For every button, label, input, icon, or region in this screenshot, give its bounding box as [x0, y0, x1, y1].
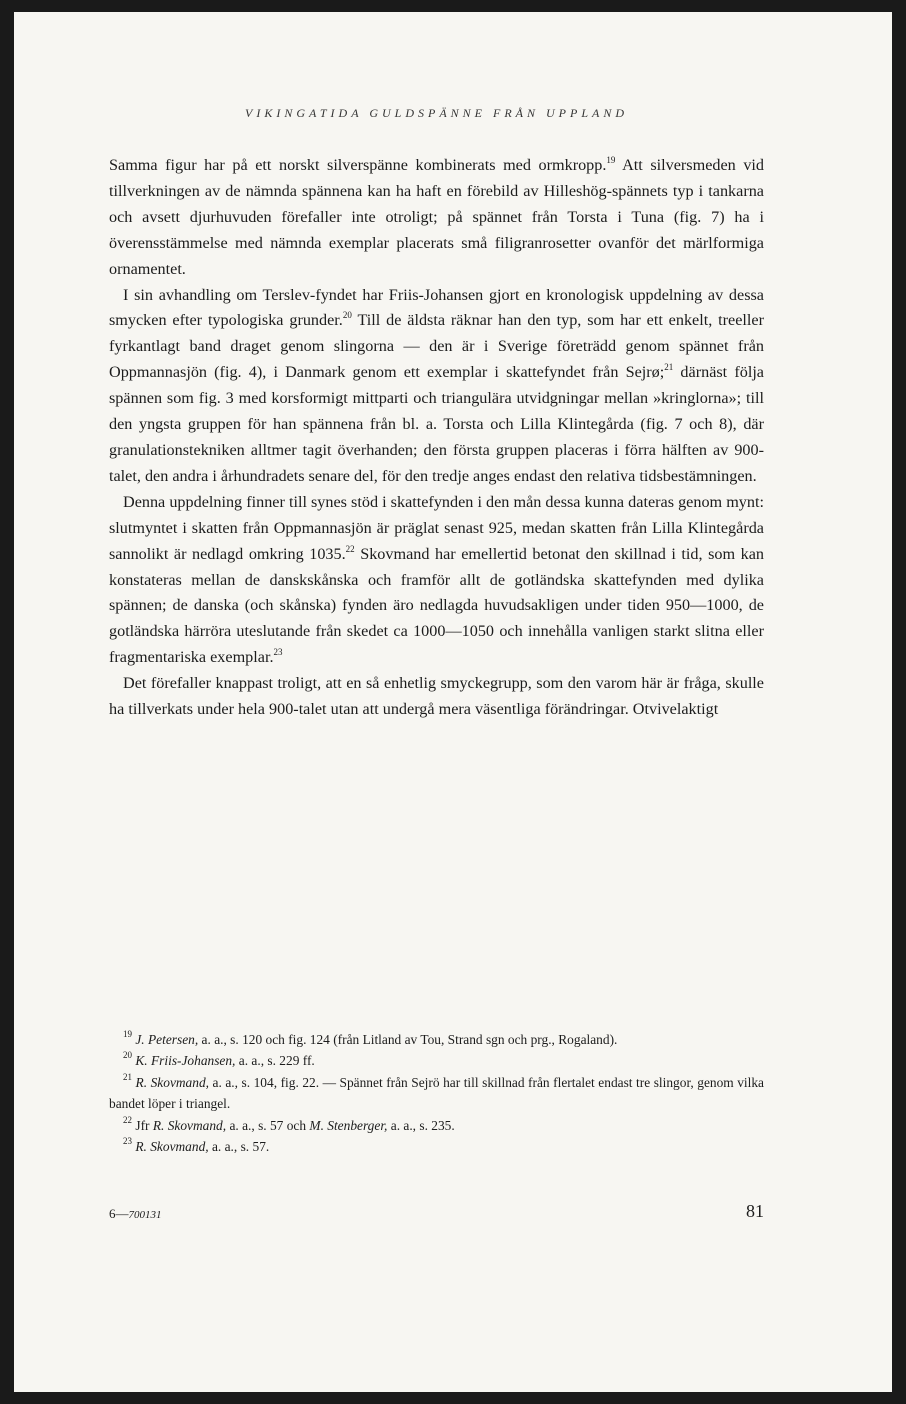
paragraph-text: Denna uppdelning finner till synes stöd i skattefynden i den mån dessa kunna dateras genom mynt: slutmyntet i skatten från Oppmannasjön är präglat senast 925, medan skatten från Lilla Klintegårda sannolikt är nedlagd omkring 1035. — [109, 492, 764, 563]
footnote-23 — [109, 1136, 764, 1157]
page-number: 81 — [746, 1201, 764, 1221]
paragraph-3 — [109, 490, 764, 671]
footnote-text: a. a., s. 229 ff. — [235, 1053, 315, 1069]
footnote-19 — [109, 1029, 764, 1050]
footnote-21 — [109, 1072, 764, 1115]
paragraph-text: Det förefaller knappast troligt, att en så enhetlig smyckegrupp, som den varom här är fråga, skulle ha tillverkats under hela 900-talet utan att undergå mera väsentliga förändringar. Otvivelaktigt — [109, 674, 764, 719]
paragraph-text: Att silversmeden vid tillverkningen av de nämnda spännena kan ha haft en förebild av Hilleshög-spännets typ i tankarna och avsett djurhuvuden förefaller inte otroligt; på spännet från Torsta i Tuna (fig. 7) ha i överensstämmelse med nämnda exemplar placerats små filigranrosetter ovanför det märlformiga ornamentet. — [109, 156, 765, 278]
footnote-text: a. a., s. 104, fig. 22. — Spännet från Sejrö har till skillnad från flertalet endast tre slingor, genom vilka bandet löper i triangel. — [109, 1074, 764, 1112]
footnote-author: J. Petersen, — [135, 1032, 199, 1047]
footnote-ref[interactable]: 22 — [345, 543, 355, 554]
paragraph-text: Till de äldsta räknar han den typ, som har ett enkelt, treeller fyrkantlagt band draget genom slingorna — den är i Sverige företrädd genom spännet från Oppmannasjön (fig. 4), i Danmark genom ett exemplar i skattefyndet från Sejrø; — [109, 311, 764, 382]
paragraph-1 — [109, 153, 764, 283]
paragraph-text: därnäst följa spännen som fig. 3 med korsformigt mittparti och triangulära utvidgningar mellan »kringlorna»; till den yngsta gruppen för han spännena från bl. a. Torsta och Lilla Klintegårda (fig. 7 och 8), där granulationstekniken alltmer tagit överhanden; den första gruppen placeras i förra hälften av 900-talet, den andra i århundradets senare del, för den tredje anges endast den relativa tidsbestämningen. — [109, 363, 764, 485]
paragraph-text: Skovmand har emellertid betonat den skillnad i tid, som kan konstateras mellan de danskskånska och framför allt de gotländska skattefynden med dylika spännen; de danska (och skånska) fynden äro nedlagda huvudsakligen under tiden 950—1000, de gotländska härröra uteslutande från skedet ca 1000—1050 och innehålla vanligen starkt slitna eller fragmentariska exemplar. — [109, 544, 764, 667]
footnote-author: R. Skovmand, — [152, 1117, 227, 1133]
footnote-text: a. a., s. 235. — [387, 1117, 455, 1133]
footnote-number: 19 — [123, 1029, 132, 1039]
footnote-author: M. Stenberger, — [309, 1117, 388, 1133]
footnote-22 — [109, 1115, 764, 1136]
footnote-number: 23 — [123, 1136, 132, 1147]
footnote-text: a. a., s. 57 och — [226, 1117, 310, 1133]
body-text — [109, 153, 764, 723]
footnote-ref[interactable]: 21 — [664, 362, 674, 373]
document-page — [14, 12, 892, 1392]
signature-number: 700131 — [128, 1209, 162, 1221]
footnote-text: a. a., s. 57. — [208, 1139, 270, 1155]
footnote-number: 22 — [123, 1114, 132, 1125]
paragraph-4 — [109, 671, 764, 723]
footnotes — [109, 1029, 764, 1157]
signature-prefix: 6— — [109, 1206, 129, 1221]
footnote-ref[interactable]: 23 — [273, 647, 283, 658]
footnote-number: 20 — [123, 1050, 132, 1061]
footnote-text: a. a., s. 120 och fig. 124 (från Litland av Tou, Strand sgn och prg., Rogaland). — [198, 1032, 618, 1047]
footnote-author: K. Friis-Johansen, — [135, 1053, 236, 1069]
footnote-author: R. Skovmand, — [135, 1139, 209, 1155]
footnote-ref[interactable]: 19 — [606, 155, 616, 165]
running-head: VIKINGATIDA GULDSPÄNNE FRÅN UPPLAND — [245, 106, 628, 120]
footnote-number: 21 — [123, 1071, 132, 1082]
footnote-ref[interactable]: 20 — [342, 310, 352, 321]
printer-signature — [109, 1206, 162, 1222]
paragraph-text: I sin avhandling om Terslev-fyndet har Friis-Johansen gjort en kronologisk uppdelning av dessa smycken efter typologiska grunder. — [109, 285, 764, 330]
footnote-text: Jfr — [135, 1117, 153, 1133]
paragraph-2 — [109, 283, 764, 490]
footnote-20 — [109, 1050, 764, 1071]
footnote-author: R. Skovmand, — [135, 1074, 209, 1090]
paragraph-text: Samma figur har på ett norskt silverspänne kombinerats med ormkropp. — [109, 156, 607, 174]
